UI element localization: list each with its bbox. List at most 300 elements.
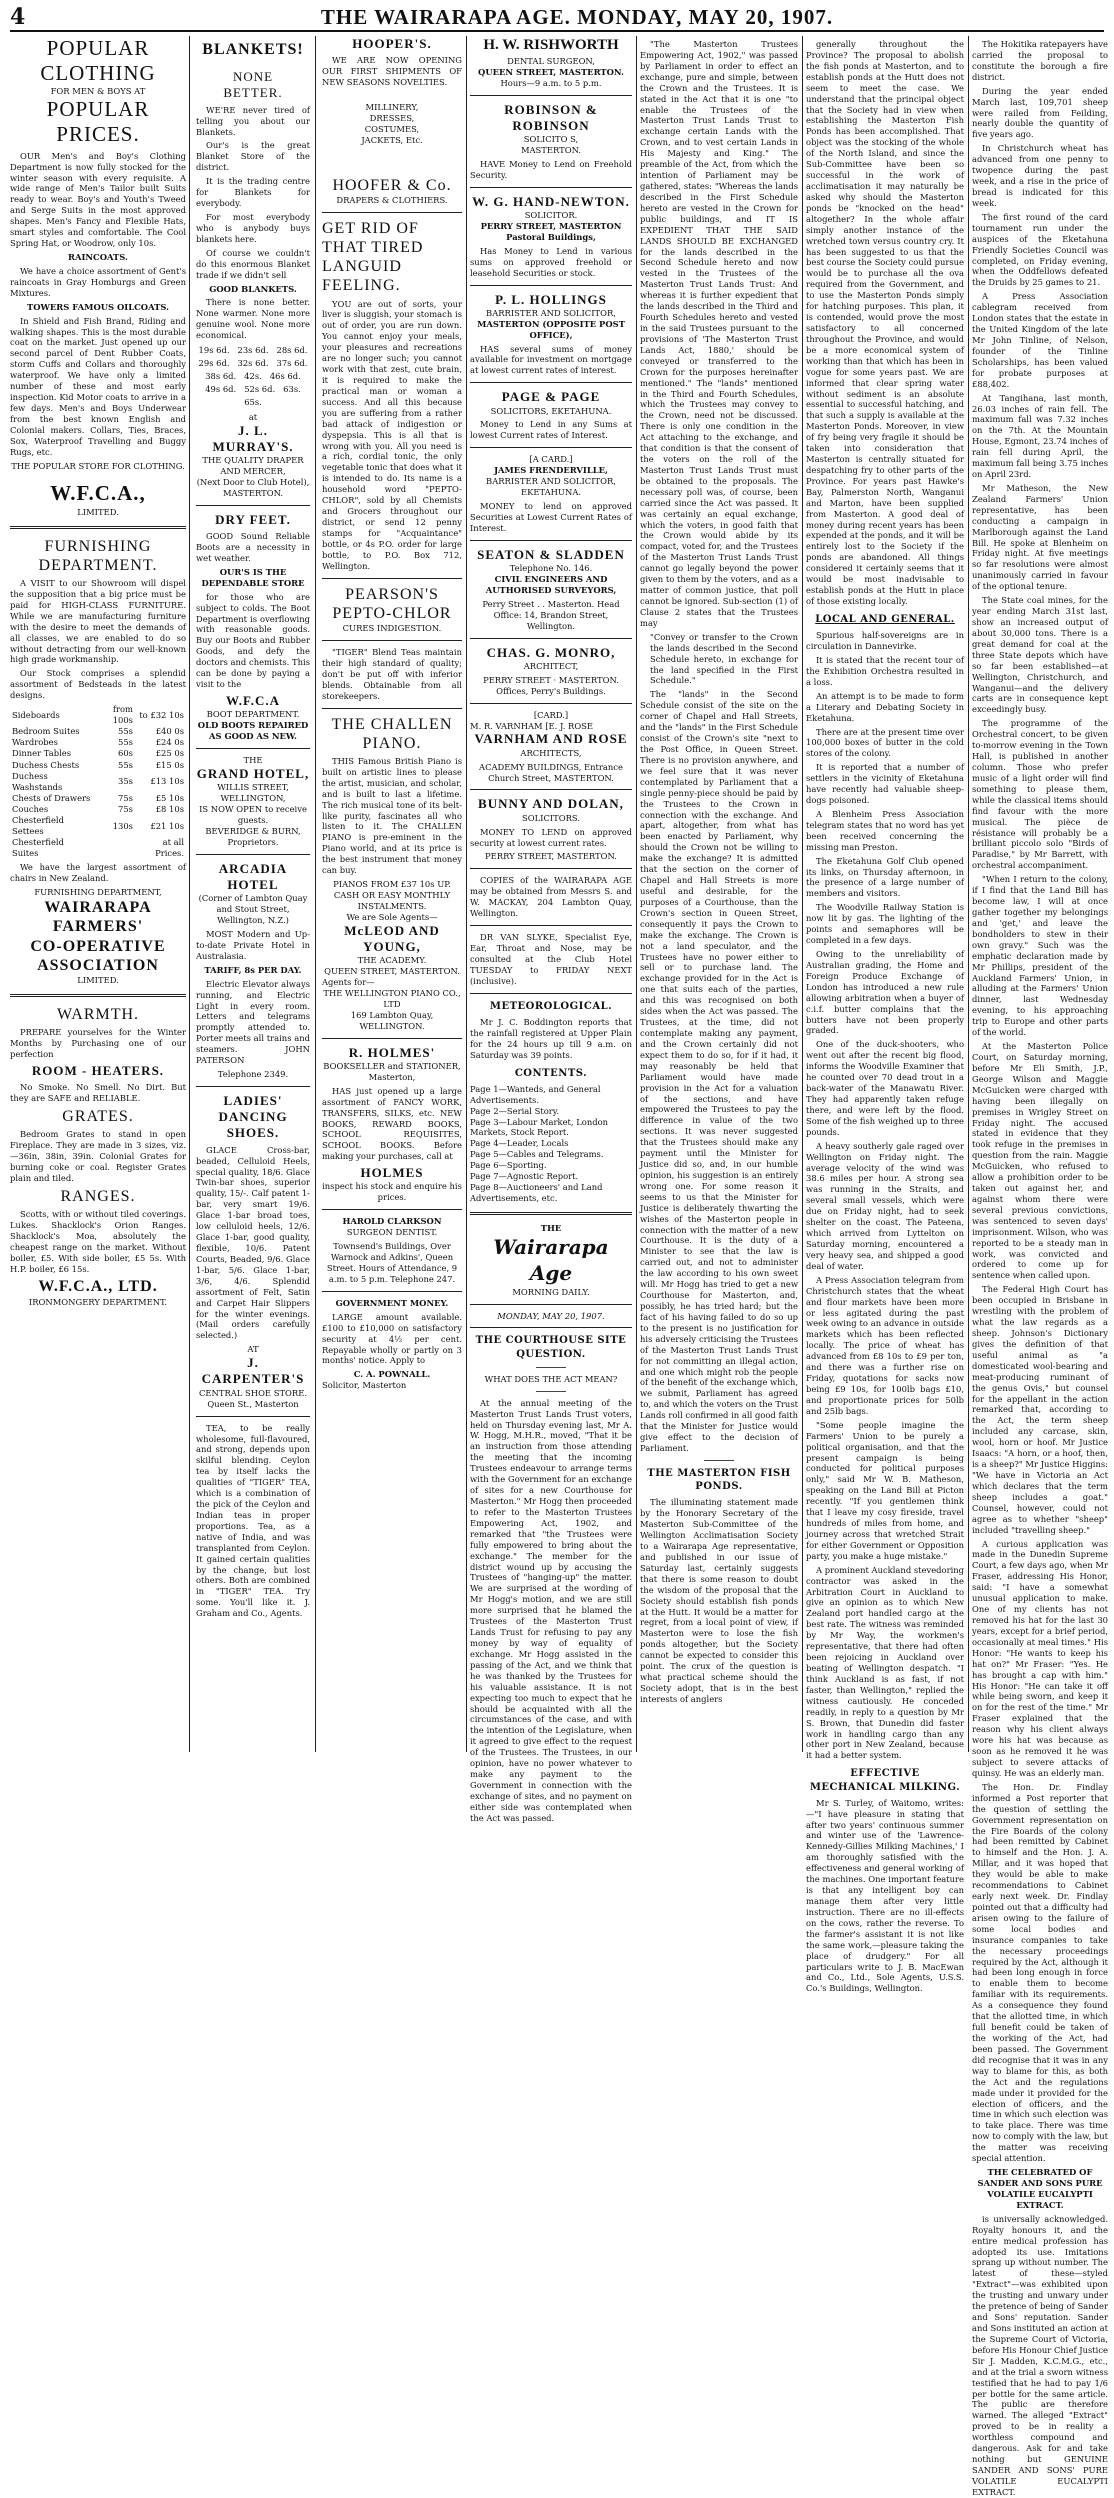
column-7 xyxy=(972,36,1108,2497)
ad-subhead: RAINCOATS. xyxy=(68,251,128,262)
ad-list-item: JACKETS, Etc. xyxy=(361,134,423,145)
blanket-price-list xyxy=(196,345,310,408)
news-paragraph: In Christchurch wheat has advanced from one penny to twopence during the past week, and a rise in the price of bread is indicated for this week. xyxy=(972,143,1108,208)
price-row xyxy=(10,771,186,793)
ad-subhead: THE POPULAR STORE FOR CLOTHING. xyxy=(11,460,185,471)
ad-subhead: PIANOS FROM £37 10s UP. xyxy=(333,879,451,890)
ad-subhead: BOOT DEPARTMENT. xyxy=(206,709,300,720)
card-subhead: ARCHITECTS, xyxy=(520,747,582,758)
price-item: Chests of Drawers xyxy=(12,792,91,803)
article-headline: THE MASTERTON FISH PONDS. xyxy=(647,1467,791,1493)
ad-list-item: DRESSES, xyxy=(369,112,415,123)
blanket-price: 29s 6d. xyxy=(198,358,230,369)
price-value: £5 10s xyxy=(155,792,184,803)
card-subhead: M. R. VARNHAM [E. J. ROSE xyxy=(470,720,594,731)
ad-headline: RANGES. xyxy=(60,1187,136,1205)
card-subhead: [A CARD.] xyxy=(529,454,573,465)
ad-headline: GOVERNMENT MONEY. xyxy=(335,1297,449,1308)
blanket-price: 52s 6d. xyxy=(244,383,276,394)
news-paragraph: A Blenheim Press Association telegram states that no word has yet been received concerning the missing man Preston. xyxy=(806,808,964,852)
blanket-price: 65s. xyxy=(244,396,262,407)
price-value: 75s xyxy=(118,803,133,814)
ad-subhead: DRAPERS & CLOTHIERS. xyxy=(336,194,448,205)
price-value: from 100s xyxy=(112,704,133,726)
price-value: 75s xyxy=(118,792,133,803)
ad-subhead: Agents for— xyxy=(322,977,375,988)
news-paragraph: A Press Association cablegram received from London states that the estate in the United Kingdom of the late Mr John Tinline, of Nelson, founder of the Tinline Scholarships, has been valued for probate purposes at £88,402. xyxy=(972,291,1108,389)
advertiser-name: CO-OPERATIVE xyxy=(30,937,166,955)
separator xyxy=(196,854,310,855)
ad-subhead: QUEEN STREET, MASTERTON. xyxy=(324,966,460,977)
card-name: SEATON & SLADDEN xyxy=(477,546,625,562)
card-subhead: CIVIL ENGINEERS AND AUTHORISED SURVEYORS, xyxy=(485,573,617,595)
blanket-price: 37s 6d. xyxy=(276,358,308,369)
ad-text: A VISIT to our Showroom will dispel the supposition that a big price must be paid for HIGH-CLASS FURNITURE. While we are manufacturing furniture with the desire to meet the demands of all classes, we are enabled to do so without detracting from our well-known high grade workmanship. xyxy=(10,577,186,665)
ad-subhead: IRONMONGERY DEPARTMENT. xyxy=(28,1296,168,1307)
news-paragraph: "Some people imagine the Farmers' Union to be purely a political organisation, and that the present campaign is being conducted for political purposes only," said Mr W. B. Matheson, speaking on the Land Bill at Picton recently. "If you gentlemen think that I leave my cosy fireside, travel hundreds of miles from home, and journey across that wretched Strait for either Government or Opposition party, you make a huge mistake." xyxy=(806,1419,964,1561)
price-value: £24 0s xyxy=(155,737,184,748)
ad-subhead: THE xyxy=(243,755,263,766)
price-item: Dinner Tables xyxy=(12,748,72,759)
separator xyxy=(196,505,310,506)
separator xyxy=(470,993,632,994)
news-paragraph: One of the duck-shooters, who went out after the recent big flood, informs the Woodville Examiner that he counted over 70 dead trout in a back-water of the Manawatu River. They had apparently taken refuge there, and were left by the flood. Some of the fish weighed up to three pounds. xyxy=(806,1039,964,1137)
card-subhead: SOLICITORS. xyxy=(521,812,581,823)
price-row xyxy=(10,804,186,815)
ad-headline: LADIES' xyxy=(223,1092,283,1108)
price-item: Couches xyxy=(12,803,49,814)
ad-subhead: WILLIS STREET, WELLINGTON, xyxy=(217,782,289,804)
ad-text: Of course we couldn't do this enormous Blanket trade if we didn't sell xyxy=(196,247,310,280)
masthead xyxy=(10,4,1104,32)
section-heading: EFFECTIVE MECHANICAL MILKING. xyxy=(809,1768,961,1793)
separator xyxy=(322,1038,462,1039)
price-value: £25 0s xyxy=(155,748,184,759)
notice-text: COPIES of the WAIRARAPA AGE may be obtained from Messrs S. and W. MACKAY, 204 Lambton Quay, Wellington. xyxy=(470,875,632,919)
separator xyxy=(470,925,632,926)
news-paragraph: A curious application was made in the Dunedin Supreme Court, a few days ago, when Mr Fraser, addressing His Honor, said: "I have a somewhat unusual application to make. One of my clients has not removed his hat for the last 30 years, except for a brief period, occasionally at meal times." His Honor: "He wants to keep his hat on?" Mr Fraser: "Yes. He has brought a cap with him." His Honor: "He can take it off while being sworn, and keep it on for the rest of the time." Mr Fraser explained that the reason why his client always wore his hat was because as soon as he removed it he was subject to severe attacks of quinsy. He was an elderly man. xyxy=(972,1538,1108,1778)
article-body: generally throughout the Province? The proposal to abolish the fish ponds at Masterton, and to establish ponds at the Hutt does not seem to meet the case. We understand that the principal object that the Society had in view when establishing the Masterton Fish Ponds has been accomplished. That object was the stocking of the whole of the North Island, and since the Sub-Committee have been so successful in the work of acclimatisation it may naturally be asked why should the Masterton ponds be "knocked on the head" altogether? In the whole affair simply another instance of the wretched town versus country cry. It has been suggested to us that the best course the Society could pursue would be to purchase all the ova required from the Government, and to use the Masterton Ponds simply for hatching purposes. This plan, it is contended, would prove the most satisfactory to all concerned throughout the Province, and would be a more economical system of working than that which has been in vogue for some years past. We are informed that clear spring water without sediment is an absolute essential to successful hatching, and that such a supply is available at the Masterton Ponds. Moreover, in view of fry being very fragile it should be taken into consideration that Masterton is centrally situated for despatching fry to other parts of the Province. For years past Hawke's Bay, Palmerston North, Wanganui and Marton, have been supplied from Masterton. A good deal of money during recent years has been expended at the ponds, and it will be entirely lost to the Society if the ponds are abandoned. All things considered it certainly seems that it would be most inadvisable to establish ponds at the Hutt in place of those existing locally. xyxy=(806,39,964,607)
blanket-price: 46s 6d. xyxy=(269,370,301,381)
ad-subhead: OUR'S IS THE DEPENDABLE STORE xyxy=(201,566,305,588)
column-divider xyxy=(802,36,803,1752)
ad-headline: NONE xyxy=(232,69,274,85)
card-subhead: ARCHITECT, xyxy=(523,660,579,671)
advertiser-name: GRAND HOTEL, xyxy=(196,765,310,781)
advertiser-name: FARMERS' xyxy=(52,918,144,936)
nameplate-prefix: THE xyxy=(540,1222,562,1233)
ad-text: Our's is the great Blanket Store of the district. xyxy=(196,140,310,173)
ad-text: GLACE Cross-bar, beaded, Celluloid Heels, special quality, 18/6. Glace Twin-bar shoes, superior quality, 15/-. Calf patent 1-bar, very smart 19/6. Glace 1-bar broad toes, low celluloid heels, 12/6. Glace 1-bar, good quality, flexible, 10/6. Patent Courts, Beaded, 9/6. Glace 1-bar, 5/6. Glace 1-bar, 3/6, 4/6. Splendid assortment of Felt, Satin and Carpet Hair Slippers for the winter evenings. (Mail orders carefully selected.) xyxy=(196,1144,310,1341)
blanket-price: 19s 6d. xyxy=(198,345,230,356)
price-table xyxy=(10,704,186,859)
nameplate-subhead: MORNING DAILY. xyxy=(512,1286,590,1297)
news-paragraph: The first round of the card tournament run under the auspices of the Eketahuna Friendly Societies Council was completed, on Friday evening, when the Oddfellows defeated the Druids by 25 games to 21. xyxy=(972,211,1108,288)
article-headline: THE COURTHOUSE SITE QUESTION. xyxy=(475,1335,627,1360)
advertiser-name: HOOPER'S. xyxy=(352,36,432,51)
separator xyxy=(322,212,462,213)
price-row xyxy=(10,837,186,859)
column-1 xyxy=(10,36,186,1752)
card-subhead: PERRY STREET, MASTERTON. xyxy=(485,851,617,862)
price-item: Duchess Chests xyxy=(12,759,80,770)
section-heading: LOCAL AND GENERAL. xyxy=(815,613,955,625)
news-paragraph: There are at the present time over 100,000 boxes of butter in the cold stores of the colony. xyxy=(806,726,964,759)
ad-text: for those who are subject to colds. The Boot Department is overflowing with reasonable goods. Buy our Boots and Rubber Goods, and defy the doctors and chemists. This can be done by paying a visit to the xyxy=(196,591,310,690)
separator xyxy=(196,748,310,749)
card-name: PAGE & PAGE xyxy=(501,389,601,405)
news-paragraph: The Hon. Dr. Findlay informed a Post reporter that the question of settling the Government representation on the Fire Boards of the colony had been remitted by Cabinet to himself and the Hon. J. A. Millar, and it was hoped that they would be able to make recommendations to Cabinet early next week. Dr. Findlay pointed out that a difficulty had arisen owing to the failure of some local bodies and insurance companies to take the necessary proceedings required by the Act, although it had been long enough in force to enable them to become familiar with its requirements. As a consequence they found that the allotted time, in which full benefit could be taken of the working of the Act, had been passed. The Government did recognise that it was in any way to blame for this, as both the Act and the regulations made under it provided for the election of officers, and the time in which such election was to take place. There was time now to comply with the law, but the matter was receiving special attention. xyxy=(972,1781,1108,2164)
ad-text: We have the largest assortment of chairs in New Zealand. xyxy=(10,862,186,884)
column-5 xyxy=(640,36,798,1752)
card-text: ACADEMY BUILDINGS, Entrance Church Street, MASTERTON. xyxy=(479,761,623,783)
price-value: 55s xyxy=(118,726,133,737)
card-name: W. G. HAND-NEWTON. xyxy=(472,193,630,209)
card-subhead: EKETAHUNA. xyxy=(520,487,582,498)
separator xyxy=(470,187,632,188)
separator xyxy=(470,447,632,448)
news-paragraph: The Federal High Court has been occupied in Brisbane in wrestling with the problem of what the law regards as a sheep. Johnson's Dictionary gives the definition of that useful animal as "a domesticated wool-bearing and meat-producing ruminant of the genus Ovis," but counsel for the appellant in the action remarked that, according to the Act, the term sheep included any carcase, skin, wool, horn or hoof. Mr Justice Isaacs: "A horn, or a hoof, then, is a sheep?" Mr Justice Higgins: "We have in Victoria an Act which declares that the term sheep includes a goat." Counsel, however, could not agree as to whether "sheep" included "travelling sheep." xyxy=(972,1284,1108,1535)
price-row xyxy=(10,737,186,748)
newspaper-title: THE WAIRARAPA AGE. MONDAY, MAY 20, 1907. xyxy=(320,4,834,29)
ad-subhead: GOOD BLANKETS. xyxy=(209,283,297,294)
price-item: Chesterfield Suites xyxy=(12,837,64,859)
ad-subhead: at xyxy=(248,411,258,422)
card-name: H. W. RISHWORTH xyxy=(483,37,619,53)
card-text: HAVE Money to Lend on Freehold Security. xyxy=(470,158,632,180)
separator xyxy=(196,1416,310,1417)
card-subhead: MASTERTON (OPPOSITE POST OFFICE), xyxy=(477,318,625,340)
card-subhead: DENTAL SURGEON, xyxy=(507,55,595,66)
advertiser-name: R. HOLMES' xyxy=(348,1044,436,1060)
contents-item: Page 6—Sporting. xyxy=(470,1160,547,1171)
advertiser-name: HOOFER & Co. xyxy=(332,176,452,194)
contents-item: Page 5—Cables and Telegrams. xyxy=(470,1149,604,1160)
column-3 xyxy=(322,36,462,1752)
column-4 xyxy=(470,36,632,1823)
news-paragraph: The Eketahuna Golf Club opened its links, on Thursday afternoon, in the presence of a large number of members and visitors. xyxy=(806,855,964,899)
blanket-price: 49s 6d. xyxy=(205,383,237,394)
separator xyxy=(470,382,632,383)
news-paragraph: At Tangihana, last month, 26.03 inches of rain fell. The maximum fall was 7.32 inches on the 7th. At the Mountain House, Egmont, 23.74 inches of rain fell during April, the maximum fall being 3.75 inches on April 23rd. xyxy=(972,392,1108,480)
advertiser-name: PEPTO-CHLOR xyxy=(332,604,452,622)
price-value: to £32 10s xyxy=(139,709,184,720)
ad-text: PREPARE yourselves for the Winter Months by Purchasing one of our perfection xyxy=(10,1027,186,1059)
price-value: £8 10s xyxy=(155,803,184,814)
ad-subhead: CENTRAL SHOE STORE. xyxy=(199,1387,307,1398)
ad-subhead: THE QUALITY DRAPER AND MERCER, xyxy=(202,455,304,477)
card-name: CHAS. G. MONRO, xyxy=(486,644,616,660)
price-value: 130s xyxy=(112,820,133,831)
advertiser-name: HOLMES xyxy=(360,1165,424,1181)
advertiser-name: J. L. MURRAY'S. xyxy=(212,422,294,454)
article-body: The "lands" in the Second Schedule consist of the site on the corner of Chapel and Hall Streets, and the "lands" in the First Schedule consist of the Crown's site "next to the Post Office, in Queen Street. There is no provision anywhere, and we feel sure that it was never contemplated by Parliament that a single penny-piece should be paid by the Trustees to the Crown in connection with the exchange. And apart, altogether, from what has been enacted by Parliament, why should the Crown not be willing to make the exchange? It is admitted that the section on the corner of Chapel and Hall Streets is more useful and desirable, for the purposes of a Courthouse, than the Crown's section in Queen Street, consequently it pays the Crown to make the exchange. The Crown is not a land speculator, and the Trustees have no power either to sell or to purchase land. The exchange provided for in the Act is one that suits each of the parties, and this was recognised on both sides when the Act was passed. The Trustees, at the time, did not contemplate making any payment, and the Crown certainly did not expect them to do so, for if it had, it may reasonably be held that Parliament would have made provision in the Act for a valuation of the sections, and have empowered the Trustees to pay the difference in value of the two sections. It was never suggested that the Trustees should make any payment until the Minister for Justice did so, and, in our humble opinion, his suggestion is an entirely wrong one. For some reason it seems to us that the Minister for Justice is deliberately thwarting the wishes of the Masterton people in connection with the matter of a new Courthouse. It is the duty of a Minister to see that the law is carried out, and not to administer the law according to his own sweet will. Mr Hogg has tried to get a new Courthouse for Masterton, and, possibly, he has tried hard; but the fact of his having failed to do so up to the present is no justification for his adversely criticising the Trustees of the Masterton Trust Lands Trust for not committing an illegal action, and one which might rob the people of the benefit of the exchange which, we submit, Parliament has agreed to, and which the voters on the Trust Lands roll confirmed in all good faith that the Minister for Justice would give effect to the decision of Parliament. xyxy=(640,689,798,1453)
ad-subhead: Queen St., Masterton xyxy=(207,1398,299,1409)
separator xyxy=(196,1086,310,1087)
news-paragraph: An attempt is to be made to form a Literary and Debating Society in Eketahuna. xyxy=(806,690,964,723)
article-subhead: WHAT DOES THE ACT MEAN? xyxy=(484,1373,618,1384)
ad-text: OUR Men's and Boy's Clothing Department is now fully stocked for the winter season with every requisite. A wide range of Men's Tailor built Suits ready to wear. Boy's and Youth's Tweed and Serge Suits in the most approved shapes. Men's Fancy and Flexible Hats, smart styles and comfortable. The Cool Spring Hat, or Woodrow, only 10s. xyxy=(10,150,186,249)
card-text: Money to Lend in any Sums at lowest Current rates of Interest. xyxy=(470,419,632,441)
ad-subhead: inspect his stock and enquire his prices. xyxy=(322,1181,462,1203)
advertiser-name: HAROLD CLARKSON xyxy=(342,1216,442,1227)
ad-subhead: 169 Lambton Quay, WELLINGTON. xyxy=(350,1009,434,1031)
ad-text: HAS just opened up a large assortment of FANCY WORK, TRANSFERS, SILKS, etc. NEW BOOKS, REWARD BOOKS, SCHOOL REQUISITES, SCHOOL BOOKS. Before making your purchases, call at xyxy=(322,1085,462,1162)
advertiser-name: WAIRARAPA xyxy=(44,899,152,917)
advertiser-name: C. A. POWNALL. xyxy=(353,1369,431,1380)
separator xyxy=(536,1391,566,1392)
ad-text: There is none better. None warmer. None more genuine wool. None more economical. xyxy=(196,297,310,341)
ad-subhead: BEVERIDGE & BURN, Proprietors. xyxy=(205,825,301,847)
price-row xyxy=(10,815,186,837)
separator xyxy=(470,638,632,639)
ad-list xyxy=(322,102,462,146)
price-row xyxy=(10,704,186,726)
ad-subhead: Telephone 2349. xyxy=(217,1069,289,1080)
ad-headline: PIANO. xyxy=(362,734,422,752)
news-paragraph: It is reported that a number of settlers in the vicinity of Eketahuna have recently had valuable sheep-dogs poisoned. xyxy=(806,762,964,806)
column-6 xyxy=(806,36,964,1994)
price-value xyxy=(94,837,135,859)
news-paragraph: During the year ended March last, 109,701 sheep were railed from Feilding, nearly double the quantity of five years ago. xyxy=(972,85,1108,140)
separator xyxy=(470,95,632,96)
card-subhead: MASTERTON. xyxy=(520,144,582,155)
ad-subhead: THE ACADEMY. xyxy=(357,955,427,966)
card-name: ROBINSON & ROBINSON xyxy=(504,101,598,133)
separator xyxy=(10,526,186,529)
article-quote: "Convey or transfer to the Crown the lands described in the Second Schedule hereto, in exchange for the land specified in the First Schedule." xyxy=(650,631,798,686)
news-paragraph: Spurious half-sovereigns are in circulation in Dannevirke. xyxy=(806,630,964,652)
ad-text: MOST Modern and Up-to-date Private Hotel in Australasia. xyxy=(196,928,310,961)
separator xyxy=(322,708,462,709)
ad-subhead: Masterton, xyxy=(368,1071,416,1082)
column-2 xyxy=(196,36,310,1752)
news-paragraph: It is stated that the recent tour of the Exhibition Orchestra resulted in a loss. xyxy=(806,654,964,687)
card-name: JAMES FRENDERVILLE, xyxy=(494,465,608,476)
advertiser-name: W.F.C.A xyxy=(225,693,281,708)
news-paragraph: Mr Matheson, the New Zealand Farmers' Union representative, has been conducting a campaign in Marlborough against the Land Bill. He spoke at Blenheim on Friday night. At five meetings so far resolutions were almost unanimously carried in favour of the optional tenure. xyxy=(972,482,1108,592)
ad-headline: PRICES. xyxy=(56,122,140,147)
separator xyxy=(322,640,462,641)
ad-headline: POPULAR xyxy=(46,97,150,122)
ad-text: It is the trading centre for Blankets for everybody. xyxy=(196,176,310,209)
ad-list-item: MILLINERY, xyxy=(365,102,419,113)
nameplate: Wairarapa Age xyxy=(493,1234,609,1286)
price-item: Bedroom Suites xyxy=(12,726,80,737)
ad-subhead: FURNISHING DEPARTMENT, xyxy=(34,887,162,898)
advertiser-name: W.F.C.A., xyxy=(50,481,146,506)
contents-item: Page 8—Auctioneers' and Land Advertisements, etc. xyxy=(470,1182,603,1203)
price-row xyxy=(10,793,186,804)
ad-subhead: LIMITED. xyxy=(77,974,119,985)
ad-list-item: COSTUMES, xyxy=(364,123,420,134)
card-text: Has Money to Lend in various sums on approved freehold or leasehold Securities or stock. xyxy=(470,245,632,278)
ad-headline: THE CELEBRATED OF SANDER AND SONS PURE VOLATILE EUCALYPTI EXTRACT. xyxy=(977,2167,1103,2210)
column-divider xyxy=(189,36,190,1752)
price-value: £15 0s xyxy=(155,759,184,770)
ad-text: In Shield and Fish Brand, Riding and walking shapes. This is the most durable coat on the market. Just opened up our second parcel of Dent Rubber Coats, storm Cuffs and Collars and thoroughly waterproof. We have only a limited number of these and most early inspection. Kid Motor coats to arrive in a few days. Men's and Boys Underwear from the best known English and Colonial makers. Collars, Ties, Braces, Sox, Waterproof Travelling and Buggy Rugs, etc. xyxy=(10,315,186,457)
price-row xyxy=(10,748,186,759)
card-name: VARNHAM AND ROSE xyxy=(474,731,628,747)
ad-subhead: Solicitor, Masterton xyxy=(322,1380,407,1391)
advertiser-name: ARCADIA HOTEL xyxy=(218,860,288,892)
blanket-price: 28s 6d. xyxy=(276,345,308,356)
separator xyxy=(322,578,462,579)
advertiser-name: ASSOCIATION xyxy=(37,956,159,974)
article-body: The illuminating statement made by the Honorary Secretary of the Masterton Sub-Committee of the Wellington Acclimatisation Society to a Wairarapa Age representative, and published in our issue of Saturday last, certainly suggests that there is some reason to doubt the wisdom of the proposal that the Society should establish fish ponds at the Hutt. It would be a matter for regret, from a local point of view, if Masterton were to lose the fish ponds altogether, but the Society cannot be expected to consider this point. The crux of the question is what practical scheme should the Society adopt, that is in the best interests of anglers xyxy=(640,1497,798,1704)
ad-subhead: TARIFF, 8s PER DAY. xyxy=(204,964,302,975)
advertiser-name: McLEOD AND YOUNG, xyxy=(344,922,440,954)
news-paragraph: Owing to the unreliability of Australian grading, the Home and Foreign Produce Exchange of London has introduced a new rule allowing arbitration when a buyer of c.i.f. butter complains that the butters have not been properly graded. xyxy=(806,949,964,1036)
contents-item: Page 4—Leader, Locals xyxy=(470,1138,569,1149)
ad-headline: WARMTH. xyxy=(56,1005,140,1023)
ad-headline: DEPARTMENT. xyxy=(38,556,158,574)
ad-subhead: THE WELLINGTON PIANO CO., LTD xyxy=(323,987,461,1009)
price-value: 55s xyxy=(118,759,133,770)
card-subhead: Hours—9 a.m. to 5 p.m. xyxy=(500,77,602,88)
ad-headline: ROOM - HEATERS. xyxy=(31,1062,165,1078)
news-paragraph: A prominent Auckland stevedoring contractor was asked in the Arbitration Court in Auckland to give an opinion as to which New Zealand port handled cargo at the best rate. The witness was reminded by Mr Way, the workmen's representative, that there had often been rejoicing in Auckland over beating of Wellington despatch. "I think Auckland is as fast, if not faster, than Wellington," replied the witness cautiously. He conceded readily, in reply to a question by Mr S. Brown, that Dunedin did faster work in handling cargo than any other port in New Zealand, because it had a better system. xyxy=(806,1564,964,1761)
card-text: PERRY STREET · MASTERTON. Offices, Perry's Buildings. xyxy=(483,674,619,696)
news-paragraph: The programme of the Orchestral concert, to be given to-morrow evening in the Town Hall, is published in another column. Those who prefer music of a light order will find something to please them, while the classical items should find favour with the more musical. The pièce de résistance will probably be a brilliant piccolo solo "Birds of Paradise," by Mr Barrett, with orchestral accompaniment. xyxy=(972,718,1108,871)
ad-text: GOOD Sound Reliable Boots are a necessity in wet weather. xyxy=(196,531,310,563)
price-value: £21 10s xyxy=(150,820,184,831)
blanket-price: 23s 6d. xyxy=(237,345,269,356)
contents-item: Page 7—Agnostic Report. xyxy=(470,1171,579,1182)
notice-text: Mr J. C. Boddington reports that the rainfall registered at Upper Plain for the 24 hours up till 9 a.m. on Saturday was 39 points. xyxy=(470,1016,632,1060)
ad-subhead: TOWERS FAMOUS OILCOATS. xyxy=(26,301,170,312)
price-value: £40 0s xyxy=(155,726,184,737)
ad-text: Townsend's Buildings, Over Warnock and Adkins', Queen Street. Hours of Attendance, 9 a.m. to 5 p.m. Telephone 247. xyxy=(326,1241,458,1284)
ad-text: "TIGER" Blend Teas maintain their high standard of quality; don't be put off with inferior blends. Obtainable from all storekeepers. xyxy=(322,646,462,701)
column-divider xyxy=(636,36,637,1752)
ad-subhead: OLD BOOTS REPAIRED AS GOOD AS NEW. xyxy=(197,720,309,742)
ad-headline: BLANKETS! xyxy=(202,41,304,58)
price-value: 60s xyxy=(118,748,133,759)
separator xyxy=(10,994,186,997)
news-paragraph: At the Masterton Police Court, on Saturday morning, before Mr Eli Smith, J.P., George Wilson and Maggie McGuicken were charged with having been illegally on premises in Wrigley Street on Friday night. The accused stated in evidence that they took refuge in the premises in question from the rain. Maggie McGuicken, who refused to allow a prohibition order to be taken out against her, and against whom there were several previous convictions, was sentenced to seven days' imprisonment. Wilson, who was reported to be a steady man in work, was convicted and ordered to come up for sentence when called upon. xyxy=(972,1041,1108,1281)
ad-text: THIS Famous British Piano is built on artistic lines to please the artist, musician, and scholar, and is built to last a lifetime. The rich musical tone of its belt-like purity, fascinates all who listen to it. The CHALLEN PIANO is pre-eminent in the Piano world, and at its price is the best instrument that money can buy. xyxy=(322,755,462,876)
ad-subhead: FOR MEN & BOYS AT xyxy=(50,86,146,97)
dateline: MONDAY, MAY 20, 1907. xyxy=(497,1310,605,1321)
ad-text: WE'RE never tired of telling you about our Blankets. xyxy=(196,104,310,137)
price-item: Wardrobes xyxy=(12,737,58,748)
news-paragraph: A heavy southerly gale raged over Wellington on Friday night. The average velocity of the wind was 38.6 miles per hour. A strong sea was running in the Straits, and several small vessels, which were due on Friday night, had to seek shelter on the coast. The Pateena, which arrived from Lyttelton on Saturday morning, encountered a very heavy sea, and shipped a good deal of water. xyxy=(806,1140,964,1271)
ad-headline: BETTER. xyxy=(223,85,283,101)
blanket-price: 63s. xyxy=(283,383,301,394)
ad-text: Electric Elevator always running, and Electric Light in every room. Letters and telegrams promptly attended to. Porter meets all trains and steamers. JOHN PATERSON xyxy=(196,978,310,1066)
ad-text: We have a choice assortment of Gent's raincoats in Gray Homburgs and Green Mixtures. xyxy=(10,265,186,298)
separator xyxy=(704,1460,734,1461)
price-value: at all Prices. xyxy=(155,837,184,859)
ad-subhead: CASH OR EASY MONTHLY INSTALMENTS. xyxy=(333,889,451,911)
separator xyxy=(536,1367,566,1368)
contents-item: Page 2—Serial Story. xyxy=(470,1105,560,1116)
card-subhead: BARRISTER AND SOLICITOR, xyxy=(486,476,616,487)
card-subhead: QUEEN STREET, MASTERTON. xyxy=(478,66,624,77)
ad-subhead: BOOKSELLER and STATIONER, xyxy=(323,1060,461,1071)
ad-headline: DANCING SHOES. xyxy=(218,1109,288,1141)
ad-subhead: CURES INDIGESTION. xyxy=(342,622,442,633)
separator xyxy=(470,703,632,704)
column-divider xyxy=(466,36,467,1752)
ad-subhead: SURGEON DENTIST. xyxy=(346,1227,438,1238)
local-news xyxy=(806,630,964,1761)
ad-text: Our Stock comprises a splendid assortment of Bedsteads in the latest designs. xyxy=(10,668,186,701)
separator xyxy=(322,1291,462,1292)
advertiser-name: W.F.C.A., LTD. xyxy=(38,1278,158,1296)
blanket-price: 32s 6d. xyxy=(237,358,269,369)
ad-text: No Smoke. No Smell. No Dirt. But they are SAFE and RELIABLE. xyxy=(10,1082,186,1103)
price-row xyxy=(10,726,186,737)
separator xyxy=(470,868,632,869)
price-value: £13 10s xyxy=(150,776,184,787)
card-subhead: SOLICITO S, xyxy=(523,134,579,145)
ad-text: LARGE amount available. £100 to £10,000 on satisfactory security at 4½ per cent. Repayable wholly or partly on 3 months' notice. Apply to xyxy=(322,1311,462,1366)
advertiser-name: PEARSON'S xyxy=(345,585,439,603)
ad-text: Scotts, with or without tiled coverings. Lukes. Shacklock's Orion Ranges. Shacklock's Moa, absolutely the cheapest range on the market. Without boiler, £5. With side boiler, £5 5s. With H.P. boiler, £6 15s. xyxy=(10,1208,186,1274)
card-subhead: BARRISTER AND SOLICITOR, xyxy=(486,307,616,318)
price-item: Chesterfield Settees xyxy=(12,815,64,837)
price-value: 35s xyxy=(118,776,133,787)
article-body: "The Masterton Trustees Empowering Act, 1902," was passed by Parliament in order to effect an exchange, pure and simple, between the Crown and the Trustees. It is stated in the Act that it is one "to enable the Trustees of the Masterton Trust Lands Trust to exchange certain Lands with the Crown, and to vest certain Lands in His Majesty and King." The preamble of the Act, from which the intention of Parliament may be gathered, states: "Whereas the lands described in the First Schedule hereto are vested in the Crown for public buildings, and IT IS EXPEDIENT THAT THE SAID LANDS SHOULD BE EXCHANGED for the lands described in the Second Schedule hereto and now vested in the Trustees of the Masterton Trust Lands Trust: And whereas it is further expedient that the lands described in the Third and Fourth Schedules hereto and vested in the said Trustees pursuant to the provisions of 'The Masterton Trust Lands Act, 1880,' should be conveyed or transferred to the Crown for the purposes hereinafter mentioned." The "lands" mentioned in the Third and Fourth Schedules, which the Trustees may convey to the Crown, need not be discussed. There is only one condition in the Act attaching to the exchange, and that condition is that the consent of the voters on the roll of the Masterton Trust Lands Trust must be obtained to the proposals. The necessary poll was, of course, been carried since the Act was passed. It was certainly an equal exchange, which the voters, in good faith that the Crown would abide by its compact, voted for, and the Trustees of the Masterton Trust Lands Trust cannot go legally beyond the power given to them by the voters, and as a matter of common justice, that poll cannot be ignored. Sub-section (1) of Clause 2 states that the Trustees may xyxy=(640,39,798,628)
card-name: BUNNY AND DOLAN, xyxy=(478,796,624,812)
separator xyxy=(470,1304,632,1305)
card-name: P. L. HOLLINGS xyxy=(495,291,607,307)
blanket-price: 38s 6d. xyxy=(205,370,237,381)
article-body: Mr S. Turley, of Waitomo, writes:—"I have pleasure in stating that after two years' continuous summer and winter use of the 'Lawrence-Kennedy-Gillies Milking Machines,' I am thoroughly satisfied with the effectiveness and general working of the machines. One important feature is that any intelligent boy can manage them after very little instruction. There are no ill-effects on the cows, rather the reverse. To the farmer's assistant it is not like the same work,—pleasure taking the place of drudgery." For all particulars write to J. B. MacEwan and Co., Ltd., Sole Agents, U.S.S. Co.'s Buildings, Wellington. xyxy=(806,1797,964,1994)
section-heading: METEOROLOGICAL. xyxy=(489,1000,613,1012)
ad-text: YOU are out of sorts, your liver is sluggish, your stomach is out of order, you are run down. You cannot enjoy your meals, your pleasures and recreations are no longer such; you cannot work with that zest, cute brain, it is required to make the practical man or woman a success. And all this because you are suffering from a rather bad attack of indigestion or dyspepsia. This is all that is wrong with you. All you need is a rich, cordial tonic, the only vegetable tonic that does what it is intended to do. Its name is a household word "PEPTO-CHLOR", sold by all Chemists and Grocers throughout our district, or send 12 penny stamps for "Acquaintance" bottle, or 4s P.O. order for large bottle, to P.O. Box 712, Wellington. xyxy=(322,298,462,571)
news-paragraph: "When I return to the colony, if I find that the Land Bill has become law, I will at once gather together my belongings and 'get,' and leave the bondholders to stew in their own gravy." Such was the emphatic declaration made by Mr Phillips, president of the Auckland Farmers' Union, in alluding at the Farmers' Union dinner, last Wednesday evening, to his approaching trip to Europe and other parts of the world. xyxy=(972,874,1108,1038)
separator xyxy=(470,1212,632,1215)
article-body: At the annual meeting of the Masterton Trust Lands Trust voters, held on Thursday evening last, Mr A. W. Hogg, M.H.R., moved, "That it be an instruction from those attending the meeting that the incoming Trustees endeavour to arrange terms with the Government for an exchange of sites for a new Courthouse for Masterton." Mr Hogg then proceeded to refer to the Masterton Trustees Empowering Act, 1902, and remarked that "the Trustees were fully empowered to bring about the exchange." The member for the district wound up by accusing the Trustees of "hanging-up" the matter. We are surprised at the wording of Mr Hogg's motion, and we are still more surprised that he blamed the Trustees of the Masterton Trust Lands Trust for refusing to pay any money by way of equality of exchange. Mr Hogg assisted in the passing of the Act, and we think that he was thanked by the Trustees for his valuable assistance. It is not expecting too much to expect that he should be acquainted with all the circumstances of the case, and with the intention of the Legislature, when it agreed to give effect to the request of the Trustees. The Trustees, in our opinion, have no power whatever to make any payment to the Government in connection with the exchange of sites, and no payment on either side was contemplated when the Act was passed. xyxy=(470,1397,632,1823)
news-paragraph: The Hokitika ratepayers have carried the proposal to constitute the borough a fire district. xyxy=(972,39,1108,82)
ad-subhead: (Corner of Lambton Quay and Stout Street, Wellington, N.Z.) xyxy=(198,893,308,926)
notice-text: DR VAN SLYKE, Specialist Eye, Ear, Throat and Nose, may be consulted at the Club Hotel TUESDAY to FRIDAY NEXT (inclusive). xyxy=(470,932,632,986)
ad-headline: GET RID OF THAT TIRED LANGUID FEELING. xyxy=(322,219,424,295)
card-text: Perry Street . . Masterton. Head Office: 14, Brandon Street, Wellington. xyxy=(482,598,620,631)
contents-item: Page 3—Labour Market, London Markets, Stock Report. xyxy=(470,1116,609,1138)
news-paragraph: The State coal mines, for the year ending March 31st last, show an increased output of about 30,000 tons. There is a great demand for coal at the three State depots which have so far been established—at Wellington, Christchurch, and Wanganui—and the delivery carts are in consequence kept exceedingly busy. xyxy=(972,595,1108,715)
ad-headline: DRY FEET. xyxy=(215,511,291,527)
ad-subhead: LIMITED. xyxy=(77,506,119,517)
separator xyxy=(470,1327,632,1328)
ad-text: is universally acknowledged. Royalty honours it, and the entire medical profession has adopted its use. Imitations sprang up without number. The latest of these—styled "Extract"—was exhibited upon the trusting and unwary under the pretence of being of Sander and Sons' reputation. Sander and Sons instituted an action at the Supreme Court of Victoria, before His Honour Chief Justice Sir J. Madden, K.C.M.G., etc., and at the trial a sworn witness testified that he had to pay 1/6 per bottle for the same article. The public are therefore warned. The alleged "Extract" proved to be in reality a worthless compound and dangerous. Ask for and take nothing but GENUINE SANDER AND SONS' PURE VOLATILE EUCALYPTI EXTRACT. xyxy=(972,2213,1108,2497)
price-row xyxy=(10,760,186,771)
card-subhead: [CARD.] xyxy=(533,709,569,720)
contents-item: Page 1—Wanteds, and General Advertisements. xyxy=(470,1083,601,1105)
price-value: 55s xyxy=(118,737,133,748)
card-text: MONEY TO LEND on approved security at lowest current rates. xyxy=(470,826,632,848)
card-text: HAS several sums of money available for investment on mortgage at lowest current rates of interest. xyxy=(470,343,632,376)
section-heading: CONTENTS. xyxy=(514,1067,588,1079)
ad-headline: CLOTHING xyxy=(40,61,156,86)
separator xyxy=(322,1209,462,1210)
ad-headline: THE CHALLEN xyxy=(331,715,453,733)
ad-headline: GRATES. xyxy=(62,1107,134,1125)
ad-subhead: We are Sole Agents— xyxy=(346,911,438,922)
column-divider xyxy=(968,36,969,1752)
page-number: 4 xyxy=(10,4,26,30)
contents-list xyxy=(470,1084,632,1204)
ad-headline: POPULAR xyxy=(46,36,150,60)
column-divider xyxy=(315,36,316,1752)
price-item: Sideboards xyxy=(12,709,60,720)
ad-text: WE ARE NOW OPENING OUR FIRST SHIPMENTS OF NEW SEASONS NOVELTIES. xyxy=(322,55,462,88)
ad-headline: FURNISHING xyxy=(44,537,152,555)
ad-subhead: AT xyxy=(247,1344,259,1355)
